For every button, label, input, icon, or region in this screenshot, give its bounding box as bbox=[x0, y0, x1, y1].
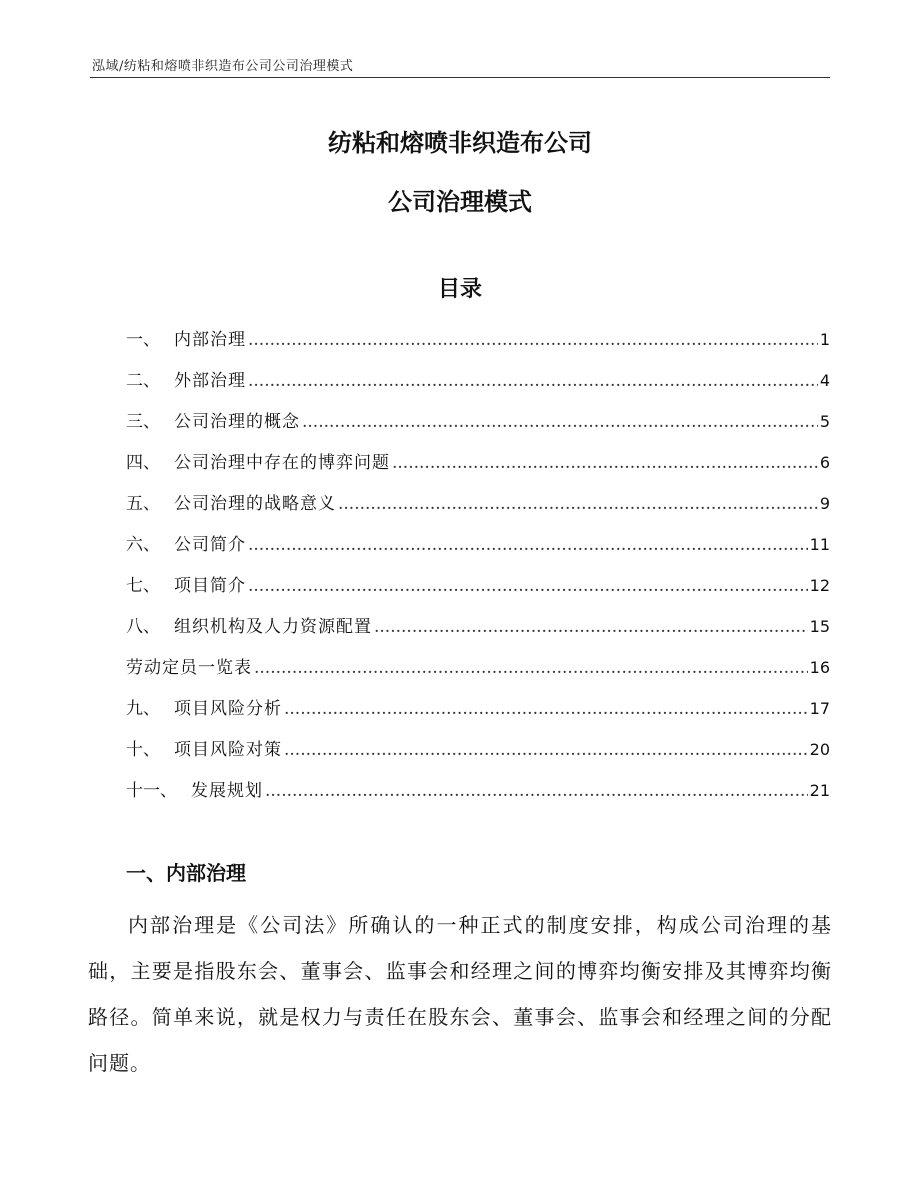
toc-entry-number: 三、 bbox=[126, 412, 160, 432]
toc-entry-number: 八、 bbox=[126, 617, 160, 637]
toc-entry-label: 内部治理 bbox=[174, 330, 246, 350]
toc-dot-leader bbox=[374, 617, 808, 637]
toc-entry-number: 十、 bbox=[126, 740, 160, 760]
toc-entry-label: 公司治理中存在的博弈问题 bbox=[174, 453, 390, 473]
toc-entry[interactable] bbox=[126, 612, 830, 653]
toc-entry-label: 公司治理的战略意义 bbox=[174, 494, 336, 514]
toc-entry-label: 公司简介 bbox=[174, 535, 246, 555]
toc-dot-leader bbox=[248, 330, 818, 350]
toc-entry-page: 5 bbox=[819, 412, 830, 431]
toc-entry[interactable] bbox=[126, 776, 830, 817]
toc-entry-page: 9 bbox=[819, 494, 830, 513]
toc-entry[interactable] bbox=[126, 407, 830, 448]
toc-entry[interactable] bbox=[126, 735, 830, 776]
toc-entry[interactable] bbox=[126, 489, 830, 530]
toc-entry-label: 项目简介 bbox=[174, 576, 246, 596]
toc-entry[interactable] bbox=[126, 571, 830, 612]
header-rule bbox=[90, 77, 830, 78]
toc-dot-leader bbox=[248, 371, 818, 391]
toc-heading: 目录 bbox=[437, 277, 482, 302]
toc-entry-number: 五、 bbox=[126, 494, 160, 514]
toc-entry[interactable] bbox=[126, 366, 830, 407]
document-subtitle: 公司治理模式 bbox=[388, 188, 532, 216]
toc-entry-number: 十一、 bbox=[126, 781, 177, 801]
toc-entry-page: 6 bbox=[819, 453, 830, 472]
toc-entry-page: 4 bbox=[819, 371, 830, 390]
toc-entry-number: 六、 bbox=[126, 535, 160, 555]
toc-entry-label: 项目风险分析 bbox=[174, 699, 282, 719]
toc-entry-page: 21 bbox=[809, 781, 830, 800]
toc-entry-label: 组织机构及人力资源配置 bbox=[174, 617, 372, 637]
table-of-contents bbox=[126, 325, 830, 817]
toc-entry[interactable] bbox=[126, 530, 830, 571]
section-heading: 一、内部治理 bbox=[126, 861, 246, 885]
toc-dot-leader bbox=[248, 535, 808, 555]
running-header: 泓域/纺粘和熔喷非织造布公司公司治理模式 bbox=[92, 59, 354, 74]
document-title: 纺粘和熔喷非织造布公司 bbox=[328, 129, 592, 157]
toc-dot-leader bbox=[248, 576, 808, 596]
toc-entry[interactable] bbox=[126, 653, 830, 694]
toc-dot-leader bbox=[254, 658, 808, 678]
toc-entry-page: 12 bbox=[809, 576, 830, 595]
toc-entry-number: 九、 bbox=[126, 699, 160, 719]
toc-entry-label: 公司治理的概念 bbox=[174, 412, 300, 432]
toc-dot-leader bbox=[265, 781, 808, 801]
toc-entry[interactable] bbox=[126, 448, 830, 489]
toc-entry-label: 劳动定员一览表 bbox=[126, 658, 252, 678]
toc-entry-number: 一、 bbox=[126, 330, 160, 350]
toc-entry-page: 17 bbox=[809, 699, 830, 718]
toc-entry-number: 二、 bbox=[126, 371, 160, 391]
toc-entry-number: 四、 bbox=[126, 453, 160, 473]
body-paragraph: 内部治理是《公司法》所确认的一种正式的制度安排，构成公司治理的基础，主要是指股东会、董事会、监事会和经理之间的博弈均衡安排及其博弈均衡路径。简单来说，就是权力与责任在股东会、董事会、监事会和经理之间的分配问题。 bbox=[88, 913, 832, 1075]
toc-entry-page: 11 bbox=[809, 535, 830, 554]
toc-entry-page: 1 bbox=[819, 330, 830, 349]
toc-entry[interactable] bbox=[126, 325, 830, 366]
toc-entry-number: 七、 bbox=[126, 576, 160, 596]
toc-entry-label: 发展规划 bbox=[191, 781, 263, 801]
toc-dot-leader bbox=[338, 494, 818, 514]
toc-dot-leader bbox=[302, 412, 818, 432]
toc-entry-label: 外部治理 bbox=[174, 371, 246, 391]
toc-dot-leader bbox=[284, 699, 808, 719]
toc-entry-page: 20 bbox=[809, 740, 830, 759]
toc-dot-leader bbox=[392, 453, 818, 473]
toc-entry-label: 项目风险对策 bbox=[174, 740, 282, 760]
toc-dot-leader bbox=[284, 740, 808, 760]
toc-entry-page: 16 bbox=[809, 658, 830, 677]
toc-entry-page: 15 bbox=[809, 617, 830, 636]
toc-entry[interactable] bbox=[126, 694, 830, 735]
